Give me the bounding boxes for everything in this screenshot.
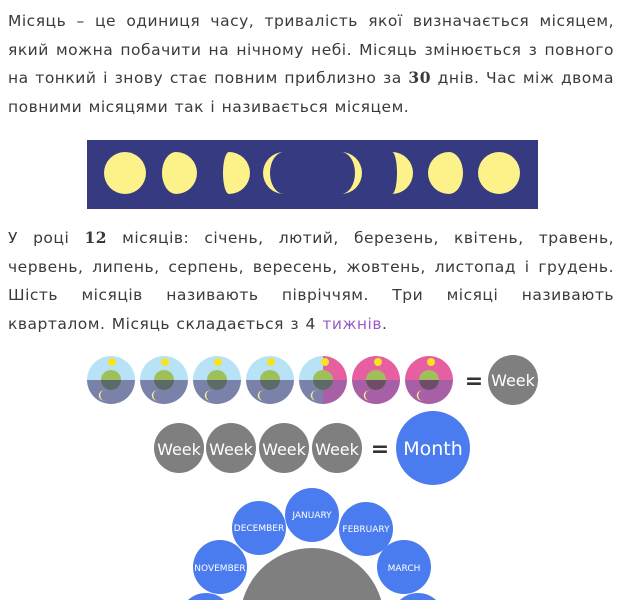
month-circle — [391, 593, 445, 600]
day-icon — [352, 356, 400, 404]
day-icon — [87, 356, 135, 404]
month-label: Month — [403, 438, 463, 460]
year-text-3: . — [382, 315, 388, 334]
week-label: Week — [157, 440, 201, 459]
month-circle-november — [193, 540, 247, 594]
intro-text-1: Місяць – це одиниця часу, тривалість якої визначається місяцем, який можна побачити на нічному небі. Місяць змінюється з повного на тонкий і знову стає повним приблизно за — [8, 12, 614, 88]
day-icon — [140, 356, 188, 404]
year-number: 12 — [84, 228, 108, 247]
year-paragraph — [8, 224, 614, 339]
month-circle-march — [377, 540, 431, 594]
weeks-link[interactable]: тижнів — [322, 315, 382, 334]
moon-strip-background — [87, 140, 538, 209]
full-moon-icon — [478, 152, 520, 194]
intro-paragraph — [8, 7, 614, 122]
month-name: FEBRUARY — [342, 525, 390, 535]
month-circle-january — [285, 488, 339, 542]
day-icon — [246, 356, 294, 404]
week-circle — [312, 423, 362, 473]
intro-number: 30 — [408, 68, 431, 88]
month-circle — [396, 411, 470, 485]
week-circle — [154, 423, 204, 473]
week-label: Week — [262, 440, 306, 459]
intro-text-2: днів. Час між двома повними місяцями так і називається місяцем. — [8, 69, 614, 117]
full-moon-icon — [104, 152, 146, 194]
day-icon — [405, 356, 453, 404]
moon-phases-illustration — [87, 140, 538, 209]
day-icon — [193, 356, 241, 404]
month-circle-december — [232, 501, 286, 555]
week-label: Week — [315, 440, 359, 459]
day-icon — [299, 356, 347, 404]
month-name: NOVEMBER — [194, 564, 246, 574]
month-circle-february — [339, 502, 393, 556]
month-name: MARCH — [387, 564, 421, 574]
week-circle — [206, 423, 256, 473]
week-circle — [259, 423, 309, 473]
month-name: DECEMBER — [233, 524, 285, 534]
month-name: JANUARY — [292, 511, 332, 521]
week-circle — [488, 355, 538, 405]
time-units-diagram — [0, 345, 620, 600]
week-label: Week — [491, 371, 535, 390]
year-text-1: У році — [8, 229, 85, 247]
week-label: Week — [209, 440, 253, 459]
equals-sign: = — [464, 369, 484, 394]
year-text-2: місяців: січень, лютий, березень, квітень, травень, червень, липень, серпень, вересень, жовтень, листопад і грудень. Шість місяців називають півріччям. Три місяці називають кварталом. Місяць складається з 4 — [8, 229, 615, 334]
month-circle — [179, 593, 233, 600]
equals-sign: = — [370, 437, 390, 462]
year-circle — [240, 548, 384, 600]
